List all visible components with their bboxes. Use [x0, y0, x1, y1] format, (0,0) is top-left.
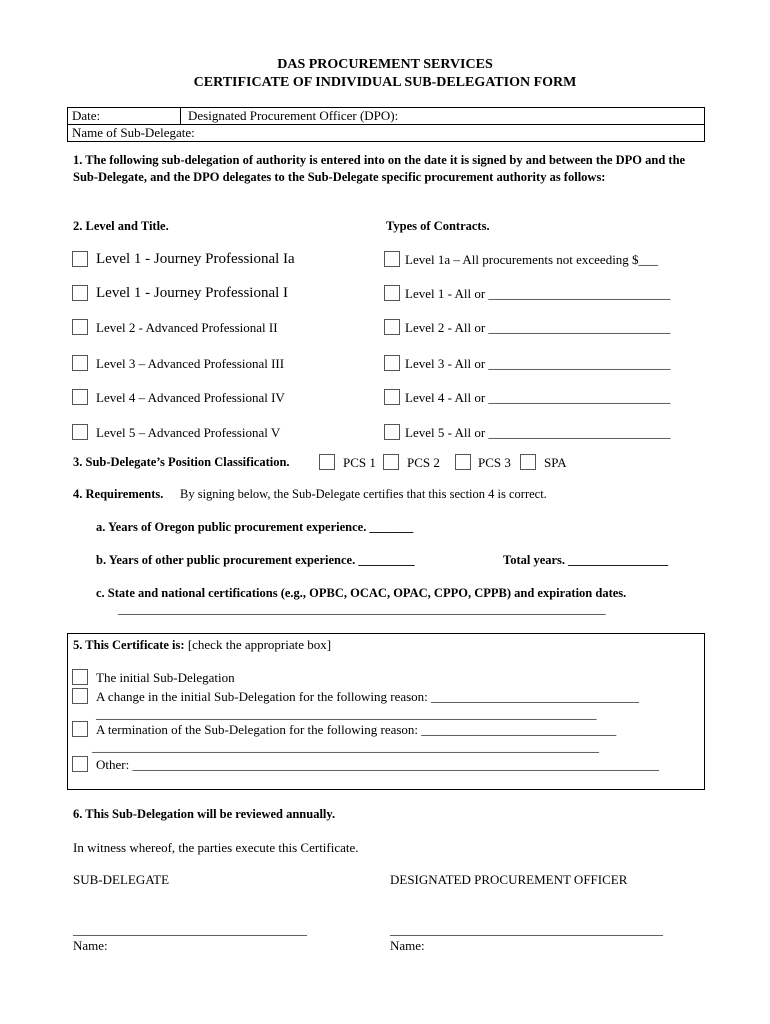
spa-checkbox[interactable] — [520, 454, 536, 470]
pcs3-checkbox[interactable] — [455, 454, 471, 470]
info-row-1 — [67, 107, 705, 125]
section5-instruction: [check the appropriate box] — [187, 637, 332, 652]
spa-label: SPA — [544, 455, 567, 470]
change-checkbox[interactable] — [72, 688, 88, 704]
contract-2-checkbox[interactable] — [384, 319, 400, 335]
pcs2-label: PCS 2 — [407, 455, 440, 470]
contract-5-label: Level 5 - All or ____________________________ — [405, 425, 671, 440]
section4-intro: By signing below, the Sub-Delegate certifies that this section 4 is correct. — [180, 487, 547, 501]
types-heading: Types of Contracts. — [386, 219, 490, 233]
section5-heading-row — [73, 637, 331, 653]
section5-heading: 5. This Certificate is: — [73, 638, 185, 652]
level-1-checkbox[interactable] — [72, 285, 88, 301]
level-4-checkbox[interactable] — [72, 389, 88, 405]
level-1a-label: Level 1 - Journey Professional Ia — [96, 251, 295, 267]
change-line[interactable]: _____________________________________________________________________________ — [96, 706, 597, 721]
req-b[interactable]: b. Years of other public procurement experience. _________ — [96, 553, 415, 567]
level-3-checkbox[interactable] — [72, 355, 88, 371]
contract-5-checkbox[interactable] — [384, 424, 400, 440]
contract-4-checkbox[interactable] — [384, 389, 400, 405]
form-title-line2: CERTIFICATE OF INDIVIDUAL SUB-DELEGATION FORM — [193, 75, 577, 90]
subdelegate-name: Name: — [73, 938, 108, 953]
pcs2-checkbox[interactable] — [383, 454, 399, 470]
date-field[interactable]: Date: — [72, 108, 101, 123]
form-title-line1: DAS PROCUREMENT SERVICES — [277, 57, 493, 72]
level-1a-checkbox[interactable] — [72, 251, 88, 267]
section1-text: 1. The following sub-delegation of authority is entered into on the date it is signed by and between the DPO and the Sub-Delegate, and the DPO delegates to the Sub-Delegate specific procurement authority as follows: — [73, 153, 686, 184]
pcs1-checkbox[interactable] — [319, 454, 335, 470]
contract-4-label: Level 4 - All or ____________________________ — [405, 390, 671, 405]
other-checkbox[interactable] — [72, 756, 88, 772]
contract-3-checkbox[interactable] — [384, 355, 400, 371]
subdelegate-name-field[interactable]: Name of Sub-Delegate: — [72, 125, 195, 140]
info-row-2 — [67, 124, 705, 142]
pcs1-label: PCS 1 — [343, 455, 376, 470]
req-b-total[interactable]: Total years. ________________ — [503, 553, 669, 567]
contract-1a-label: Level 1a – All procurements not exceeding $___ — [405, 252, 659, 267]
level-2-checkbox[interactable] — [72, 319, 88, 335]
contract-1a-checkbox[interactable] — [384, 251, 400, 267]
dpo-field[interactable]: Designated Procurement Officer (DPO): — [188, 108, 399, 123]
witness-text: In witness whereof, the parties execute this Certificate. — [73, 840, 359, 855]
initial-checkbox[interactable] — [72, 669, 88, 685]
dpo-name: Name: — [390, 938, 425, 953]
level-4-label: Level 4 – Advanced Professional IV — [96, 390, 285, 405]
level-2-label: Level 2 - Advanced Professional II — [96, 320, 278, 335]
contract-3-label: Level 3 - All or ____________________________ — [405, 356, 671, 371]
level-5-checkbox[interactable] — [72, 424, 88, 440]
section4-heading: 4. Requirements. — [73, 487, 164, 501]
termination-checkbox[interactable] — [72, 721, 88, 737]
level-1-label: Level 1 - Journey Professional I — [96, 285, 289, 301]
dpo-signature-line[interactable]: __________________________________________ — [390, 922, 663, 937]
other-label[interactable]: Other: _________________________________________________________________________________ — [96, 757, 659, 772]
termination-line[interactable]: ______________________________________________________________________________ — [92, 739, 599, 754]
dpo-title: DESIGNATED PROCUREMENT OFFICER — [390, 872, 628, 887]
level-3-label: Level 3 – Advanced Professional III — [96, 356, 285, 371]
section6-heading: 6. This Sub-Delegation will be reviewed annually. — [73, 807, 336, 821]
req-a[interactable]: a. Years of Oregon public procurement experience. _______ — [96, 520, 414, 534]
contract-1-label: Level 1 - All or ____________________________ — [405, 286, 671, 301]
termination-label: A termination of the Sub-Delegation for the following reason: ______________________________ — [96, 722, 617, 737]
section3-label: 3. Sub-Delegate’s Position Classification. — [73, 455, 290, 469]
contract-2-label: Level 2 - All or ____________________________ — [405, 320, 671, 335]
pcs3-label: PCS 3 — [478, 455, 511, 470]
req-c: c. State and national certifications (e.g., OPBC, OCAC, OPAC, CPPO, CPPB) and expiration dates. — [96, 586, 627, 600]
section2-heading: 2. Level and Title. — [73, 219, 169, 233]
subdelegate-signature-line[interactable]: ____________________________________ — [73, 922, 307, 937]
initial-label: The initial Sub-Delegation — [96, 670, 235, 685]
contract-1-checkbox[interactable] — [384, 285, 400, 301]
subdelegate-title: SUB-DELEGATE — [73, 872, 170, 887]
req-c-line[interactable]: ______________________________________________________________________________ — [118, 602, 606, 616]
change-label: A change in the initial Sub-Delegation for the following reason: ________________________________ — [96, 689, 640, 704]
level-5-label: Level 5 – Advanced Professional V — [96, 425, 281, 440]
